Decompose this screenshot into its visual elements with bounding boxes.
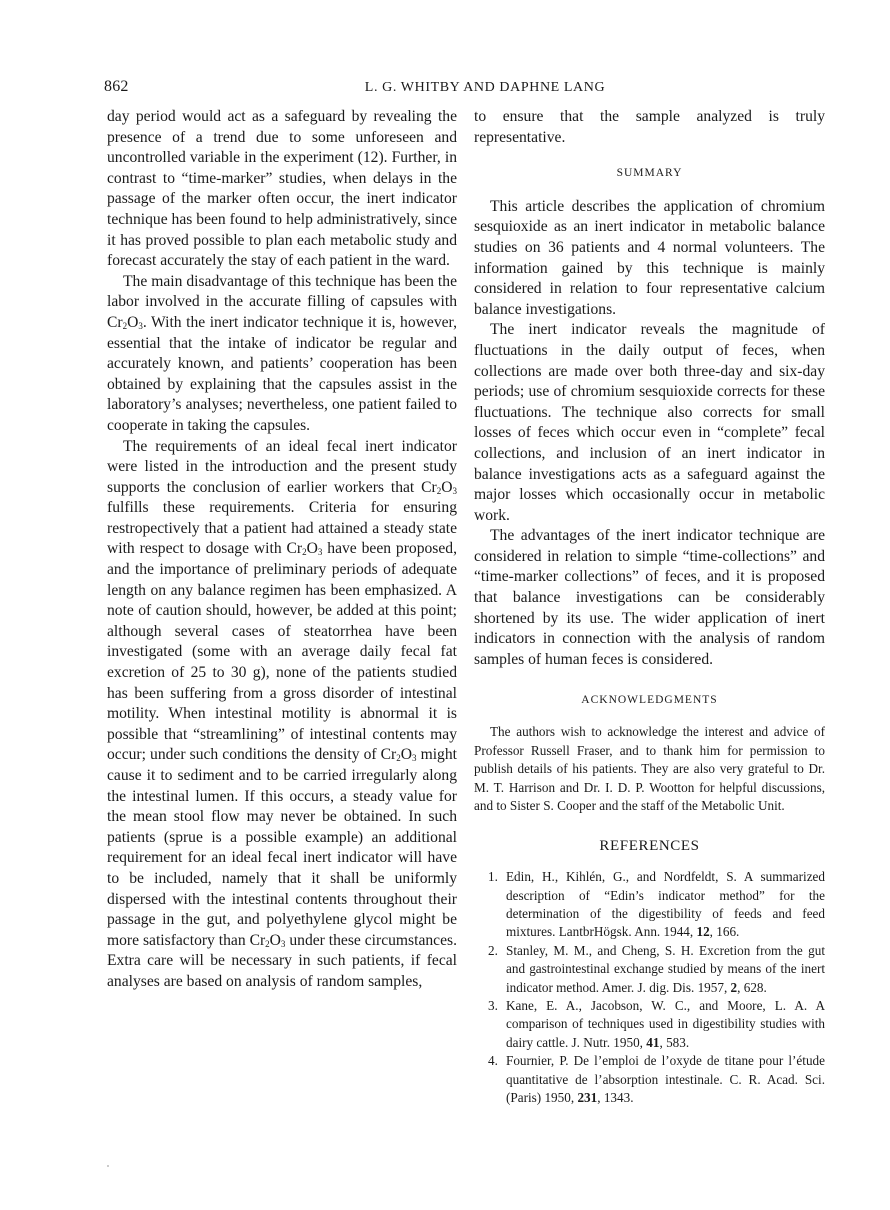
body-paragraph: The requirements of an ideal fecal inert indicator were listed in the introduction and the present study supports the conclusion of earlier workers that $Cr_2O_3$ fulfills these requirements. Criteria for ensuring restropectively that a patient had attained a steady state with respect to dosage with $Cr_2O_3$ have been proposed, and the importance of preliminary periods of adequate length on any balance regimen has been emphasized. A note of caution should, however, be added at this point; although several cases of steatorrhea have been investigated (some with an average daily fecal fat excretion of 25 to 30 g), none of the patients studied has been suffering from a gross disorder of intestinal motility. When intestinal motility is abnormal it is possible that “streamlining” of intestinal contents may occur; under such conditions the density of $Cr_2O_3$ might cause it to sediment and to be carried irregularly along the intestinal lumen. If this occurs, a steady value for the mean stool flow may never be obtained. In such patients (sprue is a possible example) an additional requirement for an ideal fecal inert indicator will have to be included, namely that it shall be uniformly dispersed with the intestinal contents throughout their passage in the gut, and polyethylene glycol might be more satisfactory than $Cr_2O_3$ under these circumstances. Extra care will be necessary in such patients, if fecal analyses are based on analysis of random samples, [107,437,457,990]
reference-number: 3. [488,997,498,1013]
summary-heading: SUMMARY [616,167,683,180]
scan-speck [107,1165,109,1167]
summary-paragraph: The advantages of the inert indicator technique are considered in relation to simple “time-collections” and “time-marker collections” of feces, and it is proposed that balance investigations can be considerably shortened by its use. The wider application of inert indicators in connection with the analysis of random samples of human feces is considered. [474,527,825,668]
running-head: L. G. WHITBY AND DAPHNE LANG [364,80,606,95]
reference-tail: , 583. [659,1034,690,1050]
reference-volume: 2 [730,979,738,995]
acknowledgments-body [474,723,825,816]
continuation-paragraph: to ensure that the sample analyzed is truly representative. [474,108,825,146]
references-heading: REFERENCES [599,837,700,854]
left-column [107,107,457,993]
reference-text: Fournier, P. De l’emploi de l’oxyde de titane pour l’étude quantitative de l’absorption intestinale. C. R. Acad. Sci. (Paris) 1950, [506,1053,825,1105]
summary-paragraph: This article describes the application of chromium sesquioxide as an inert indicator in metabolic balance studies on 36 patients and 4 normal volunteers. The information gained by this technique is mainly considered in relation to four representative calcium balance investigations. [474,197,825,318]
reference-tail: , 1343. [597,1090,634,1105]
chemical-formula: $Cr_2O_3$ [286,540,323,558]
body-paragraph: day period would act as a safeguard by revealing the presence of a trend due to some unforeseen and uncontrolled variable in the experiment (12). Further, in contrast to “time-marker” studies, when delays in the passage of the marker often occur, the inert indicator technique has been found to help administratively, since it has proved possible to plan each metabolic study and forecast accurately the stay of each patient in the ward. [107,108,457,270]
reference-text: Stanley, M. M., and Cheng, S. H. Excretion from the gut and gastrointestinal exchange studied by means of the inert indicator method. Amer. J. dig. Dis. 1957, [506,942,825,995]
summary-paragraph: The inert indicator reveals the magnitude of fluctuations in the daily output of feces, when collections are made over both three-day and six-day periods; use of chromium sesquioxide corrects for these fluctuations. The technique also corrects for small losses of feces which occur even in “complete” fecal collections, and inclusion of an inert indicator in balance investigations acts as a safeguard against the major losses which occasionally occur in metabolic work. [474,321,825,524]
references-list [474,868,825,1107]
reference-number: 4. [488,1053,498,1069]
reference-number: 1. [488,869,498,885]
page-number: 862 [104,78,129,95]
reference-item [474,942,825,997]
chemical-formula: $Cr_2O_3$ [380,746,417,764]
acknowledgments-heading: ACKNOWLEDGMENTS [581,694,718,707]
reference-item [474,997,825,1052]
acknowledgments-text: The authors wish to acknowledge the interest and advice of Professor Russell Fraser, and to thank him for permission to publish details of his patients. They are also very grateful to Dr. M. T. Harrison and Dr. I. D. P. Wootton for helpful discussions, and to Sister S. Cooper and the staff of the Metabolic Unit. [474,724,825,814]
reference-item [474,1052,825,1107]
reference-number: 2. [488,942,498,958]
reference-text: Edin, H., Kihlén, G., and Nordfeldt, S. A summarized description of “Edin’s indicator method” for the determination of the digestibility of feeds and feed mixtures. LantbrHögsk. Ann. 1944, [506,869,825,940]
reference-volume: 41 [646,1034,660,1050]
chemical-formula: $Cr_2O_3$ [107,313,143,331]
reference-item [474,868,825,942]
reference-volume: 12 [696,924,710,940]
chemical-formula: $Cr_2O_3$ [249,931,286,949]
chemical-formula: $Cr_2O_3$ [421,478,457,496]
reference-volume: 231 [577,1090,598,1105]
reference-tail: , 166. [709,924,740,940]
body-paragraph: The main disadvantage of this technique has been the labor involved in the accurate filling of capsules with $Cr_2O_3$. With the inert indicator technique it is, however, essential that the intake of indicator be regular and accurately known, and patients’ cooperation has been obtained by explaining that the capsules assist in the laboratory’s analyses; nevertheless, one patient failed to cooperate in taking the capsules. [107,272,457,434]
reference-tail: , 628. [737,979,767,995]
reference-text: Kane, E. A., Jacobson, W. C., and Moore, L. A. A comparison of techniques used in digestibility studies with dairy cattle. J. Nutr. 1950, [506,997,825,1050]
right-column [474,107,825,1107]
